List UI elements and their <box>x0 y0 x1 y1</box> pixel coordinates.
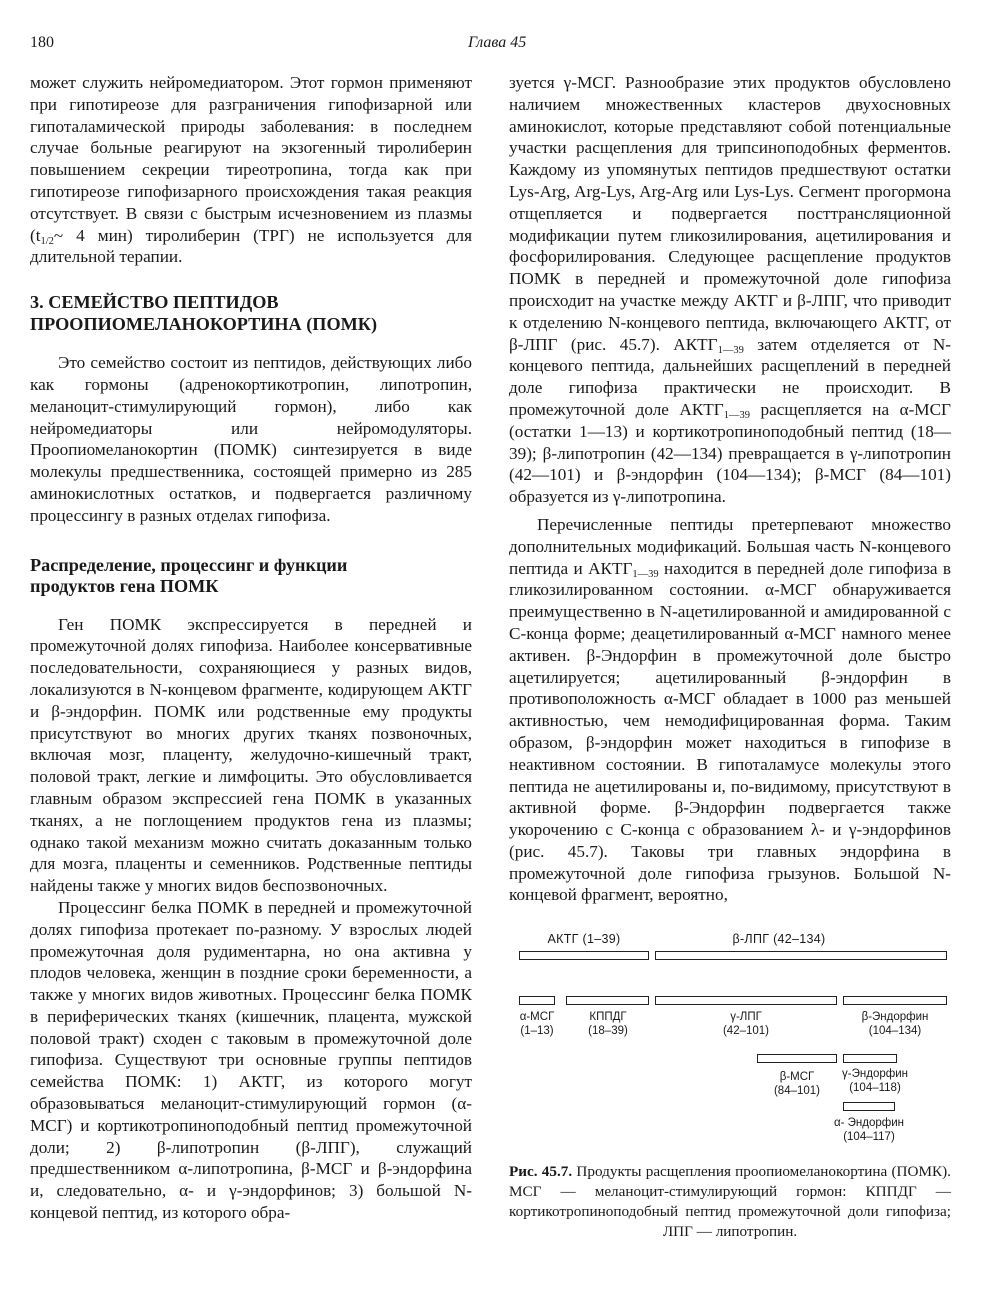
paragraph: может служить нейромедиатором. Этот гормон применяют при гипотиреозе для разграничения гипофизарной или гипоталамической природы заболевания: в последнем случае больные реагируют на экзогенный тиролиберин повышением секреции тиреотропина, тогда как при гипотиреозе гипофизарного происхождения такая реакция отсутствует. В связи с быстрым исчезновением из плазмы ($t_{1/2}\sim$ 4 мин) тиролиберин (ТРГ) не используется для длительной терапии. <box>30 73 472 267</box>
label-actg: АКТГ (1–39) <box>547 932 621 946</box>
label-alpha-msh: α-МСГ (1–13) <box>519 1011 555 1037</box>
bar-alpha-msh <box>519 996 555 1005</box>
left-column <box>30 72 472 1224</box>
label-beta-lph: β-ЛПГ (42–134) <box>732 932 826 946</box>
paragraph: Перечисленные пептиды претерпевают множество дополнительных модификаций. Большая часть N-концевого пептида и $АКТГ_{1—39}$ находится в передней доле гипофиза в гликозилированном состоянии. α-МСГ обнаруживается преимущественно в N-ацетилированной и амидированной с С-конца форме; деацетилированный α-МСГ намного менее активен. β-Эндорфин в промежуточной доле быстро ацетилируется; ацетилированный β-эндорфин в противоположность α-МСГ обладает в 1000 раз меньшей активностью, чем немодифицированная форма. Таким образом, β-эндорфин может находиться в гипофизе в неактивном состоянии. В гипоталамусе молекулы этого пептида не ацетилированы и, по-видимому, присутствуют в активной форме. β-Эндорфин подвергается также укорочению с С-конца с образованием λ- и γ-эндорфинов (рис. 45.7). Таковы три главных эндорфина в промежуточной доле гипофиза грызунов. Большой N-концевой фрагмент, вероятно, <box>509 514 951 905</box>
paragraph: Ген ПОМК экспрессируется в передней и промежуточной долях гипофиза. Наиболее консервативные последовательности, сохраняющиеся у разных видов, локализуются в N-концевом фрагменте, кодирующем АКТГ и β-эндорфин. ПОМК или родственные ему продукты присутствуют во многих других тканях позвоночных, включая мозг, плаценту, желудочно-кишечный тракт, половой тракт, легкие и лимфоциты. Это обусловливается главным образом экспрессией гена ПОМК в указанных тканях, а не поглощением продуктов гена из плазмы; однако такой механизм можно считать доказанным только для мозга, плаценты и семенников. Родственные пептиды найдены также у многих видов беспозвоночных. <box>30 614 472 896</box>
figure-pomc-cleavage <box>509 926 951 1152</box>
running-header-chapter: Глава 45 <box>468 34 527 51</box>
bar-clip <box>566 996 649 1005</box>
bar-beta-lph <box>655 951 947 960</box>
label-gamma-endorphin: γ-Эндорфин (104–118) <box>842 1068 908 1094</box>
paragraph: Это семейство состоит из пептидов, действующих либо как гормоны (адренокортикотропин, липотропин, меланоцит-стимулирующий гормон), либо как нейромедиаторы или нейромодуляторы. Проопиомеланокортин (ПОМК) синтезируется в виде молекулы предшественника, состоящей примерно из 285 аминокислотных остатков, и подвергается различному процессингу в разных отделах гипофиза. <box>30 353 472 525</box>
right-column <box>509 72 951 906</box>
bar-actg <box>519 951 649 960</box>
figure-caption: Рис. 45.7. Продукты расщепления проопиомеланокортина (ПОМК). МСГ — меланоцит-стимулирующий гормон: КППДГ — кортикотропиноподобный пептид промежуточной доли гипофиза; ЛПГ — липотропин. <box>509 1163 951 1240</box>
paragraph: Процессинг белка ПОМК в передней и промежуточной долях гипофиза протекает по-разному. У взрослых людей промежуточная доля рудиментарна, но она активна у плодов человека, женщин в поздние сроки беременности, а также у многих видов животных. Процессинг белка ПОМК в периферических тканях (кишечник, плацента, мужской половой тракт) сходен с таковым в промежуточной доле гипофиза. Существуют три основные группы пептидов семейства ПОМК: 1) АКТГ, из которого могут образовываться меланоцит-стимулирующий гормон (α-МСГ) и кортикотропиноподобный пептид промежуточной доли; 2) β-липотропин (β-ЛПГ), служащий предшественником α-липотропина, β-МСГ и β-эндорфина и, следовательно, α- и γ-эндорфинов; 3) большой N-концевой пептид, из которого обра- <box>30 897 472 1223</box>
label-gamma-lph: γ-ЛПГ (42–101) <box>722 1011 770 1037</box>
bar-beta-endorphin <box>843 996 947 1005</box>
page-number: 180 <box>30 34 54 51</box>
paragraph: зуется γ-МСГ. Разнообразие этих продуктов обусловлено наличием множественных кластеров двухосновных аминокислот, которые представляют собой потенциальные участки расщепления для трипсиноподобных ферментов. Каждому из упомянутых пептидов предшествуют остатки Lys-Arg, Arg-Lys, Arg-Arg или Lys-Lys. Сегмент прогормона отщепляется и подвергается посттрансляционной модификации путем гликозилирования, ацетилирования и фосфорилирования. Следующее расщепление продуктов ПОМК в передней и промежуточной доле гипофиза происходит на участке между АКТГ и β-ЛПГ, что приводит к отделению N-концевого пептида, включающего АКТГ, от β-ЛПГ (рис. 45.7). $АКТГ_{1—39}$ затем отделяется от N-концевого пептида, дальнейших расщеплений в передней доле гипофиза практически не происходит. В промежуточной доле $АКТГ_{1—39}$ расщепляется на α-МСГ (остатки 1—13) и кортикотропиноподобный пептид (18—39); β-липотропин (42—134) превращается в γ-липотропин (42—101) и β-эндорфин (104—134); β-МСГ (84—101) образуется из γ-липотропина. <box>509 73 951 507</box>
subsection-heading: Распределение, процессинг и функции продуктов гена ПОМК <box>30 554 348 597</box>
bar-gamma-endorphin <box>843 1054 897 1063</box>
label-clip: КППДГ (18–39) <box>588 1011 628 1037</box>
bar-beta-msh <box>757 1054 837 1063</box>
label-alpha-endorphin: α- Эндорфин (104–117) <box>833 1117 905 1143</box>
label-beta-endorphin: β-Эндорфин (104–134) <box>861 1011 929 1037</box>
bar-alpha-endorphin <box>843 1102 895 1111</box>
bar-gamma-lph <box>655 996 837 1005</box>
section-heading: 3. СЕМЕЙСТВО ПЕПТИДОВ ПРООПИОМЕЛАНОКОРТИНА (ПОМК) <box>30 292 378 334</box>
label-beta-msh: β-МСГ (84–101) <box>773 1071 821 1097</box>
